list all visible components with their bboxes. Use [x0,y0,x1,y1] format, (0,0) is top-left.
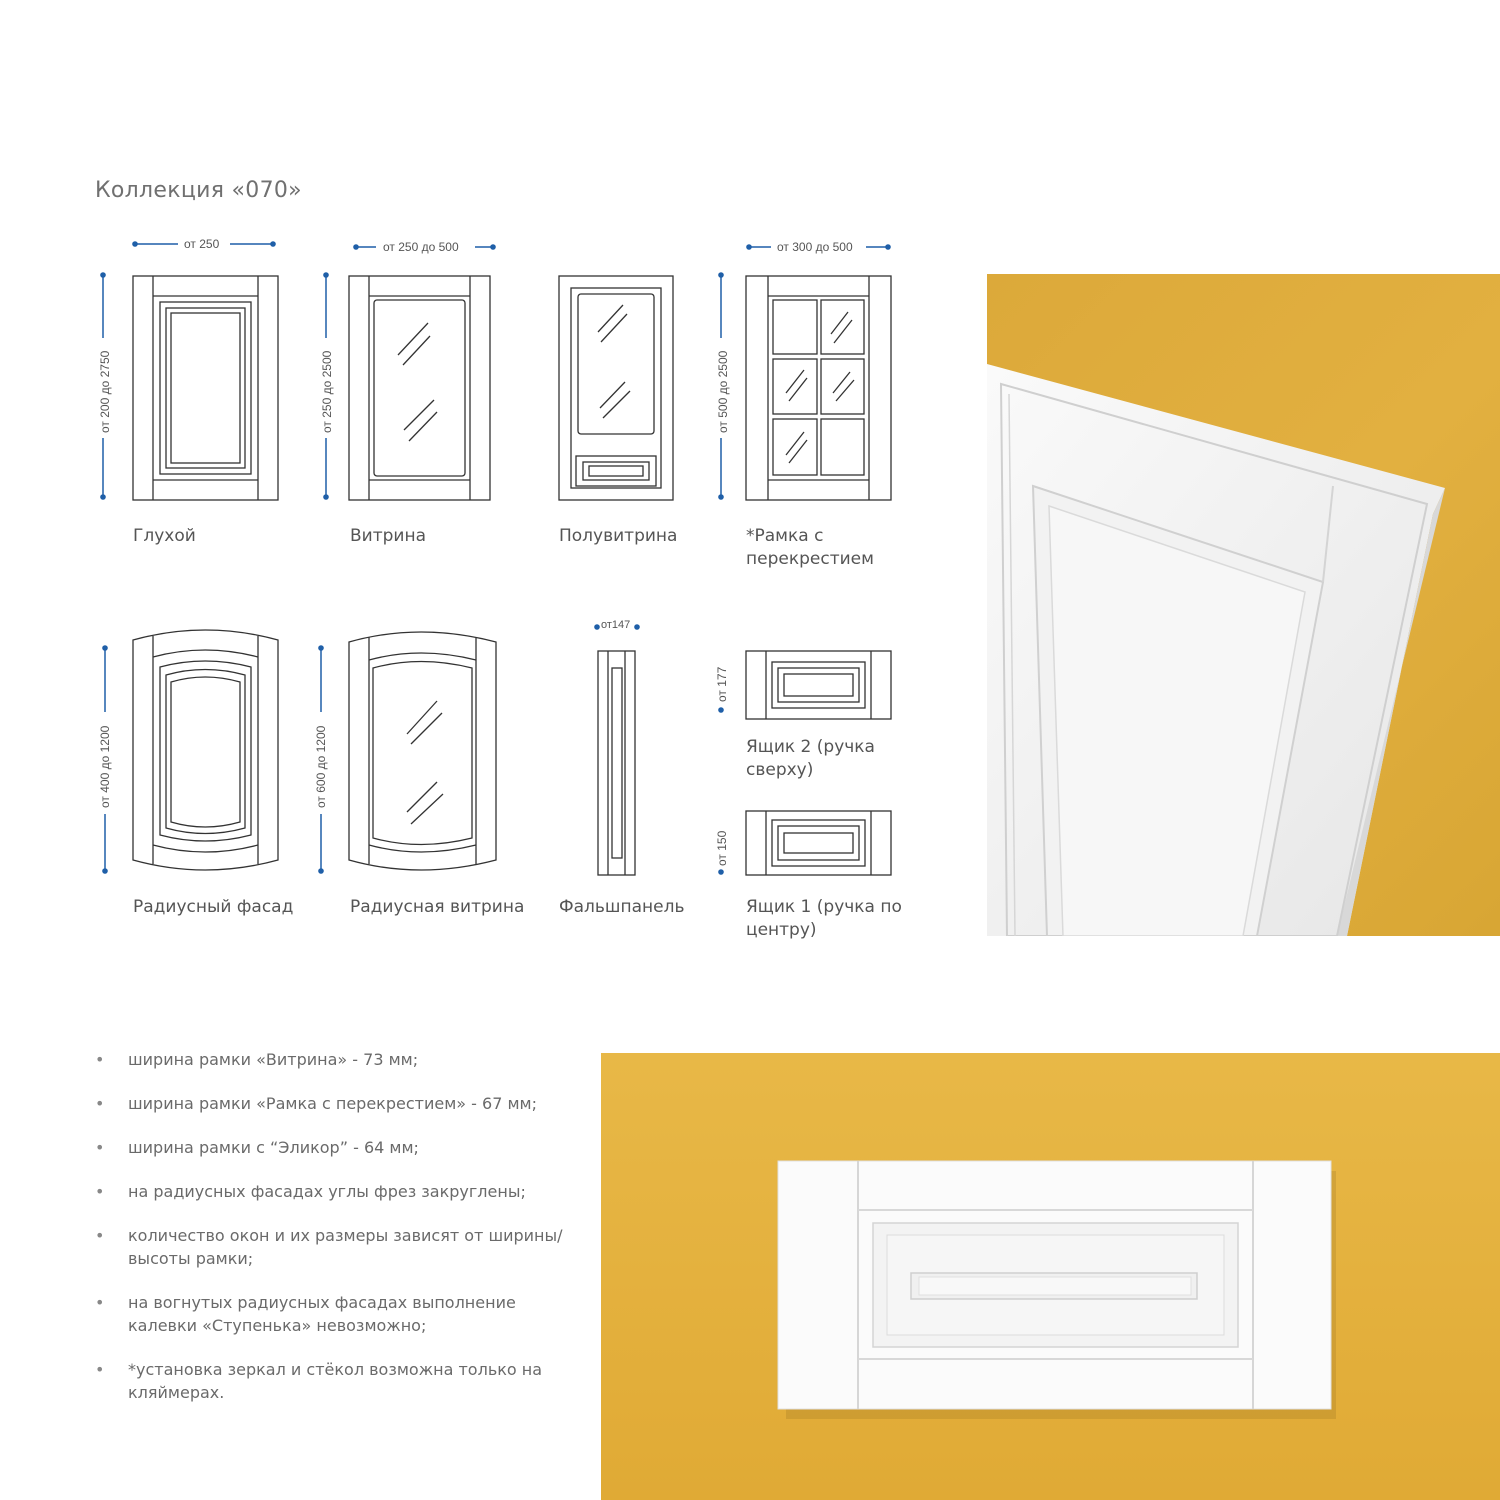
list-item: • количество окон и их размеры зависят от ширины/высоты рамки; [95,1226,563,1268]
height-label-radius-fasad: от 400 до 1200 [98,725,112,808]
list-item: • на вогнутых радиусных фасадах выполнение калевки «Ступенька» невозможно; [95,1293,516,1335]
door-photo [987,274,1500,936]
caption-poluvitrina: Полувитрина [559,526,678,546]
facade-ramka [746,276,891,500]
bullet-icon: • [95,1138,105,1157]
caption-vitrina: Витрина [350,526,426,546]
notes-list [95,1048,565,1425]
bullet-icon: • [95,1226,105,1245]
caption-radius-fasad: Радиусный фасад [133,897,294,917]
height-label-yaschik-2: от 177 [715,666,729,702]
height-label-yaschik-1: от 150 [715,830,729,866]
facade-yaschik-2 [746,651,891,719]
bullet-icon: • [95,1360,105,1379]
caption-ramka: *Рамка с перекрестием [746,526,874,569]
facade-drawings [0,0,960,960]
list-item: • ширина рамки «Витрина» - 73 мм; [95,1050,419,1069]
height-label-gluhoy: от 200 до 2750 [98,350,112,433]
page-title: Коллекция «070» [95,178,302,203]
facade-yaschik-1 [746,811,891,875]
facade-vitrina [349,276,490,500]
caption-radius-vitrina: Радиусная витрина [350,897,525,917]
facade-poluvitrina [559,276,673,500]
list-item: • *установка зеркал и стёкол возможна только на кляймерах. [95,1360,543,1402]
height-label-radius-vitrina: от 600 до 1200 [314,725,328,808]
list-item: • ширина рамки «Рамка с перекрестием» - 67 мм; [95,1094,537,1113]
width-label-vitrina: от 250 до 500 [383,240,459,254]
list-item: • ширина рамки с “Эликор” - 64 мм; [95,1138,419,1157]
height-label-vitrina: от 250 до 2500 [320,350,334,433]
drawer-photo [601,1053,1500,1500]
bullet-icon: • [95,1094,105,1113]
bullet-icon: • [95,1050,105,1069]
width-label-gluhoy: от 250 [184,237,220,251]
caption-yaschik-1: Ящик 1 (ручка по центру) [746,897,902,940]
bullet-icon: • [95,1293,105,1312]
width-label-falshpanel: от147 [601,619,631,631]
facade-gluhoy [133,276,278,500]
facade-radius-vitrina [349,632,496,870]
bullet-icon: • [95,1182,105,1201]
caption-yaschik-2: Ящик 2 (ручка сверху) [746,737,875,780]
facade-falshpanel [598,651,635,875]
width-label-ramka: от 300 до 500 [777,240,853,254]
caption-gluhoy: Глухой [133,526,196,546]
list-item: • на радиусных фасадах углы фрез закруглены; [95,1182,526,1201]
height-label-ramka: от 500 до 2500 [716,350,730,433]
facade-radius-fasad [133,630,278,870]
caption-falshpanel: Фальшпанель [559,897,685,917]
